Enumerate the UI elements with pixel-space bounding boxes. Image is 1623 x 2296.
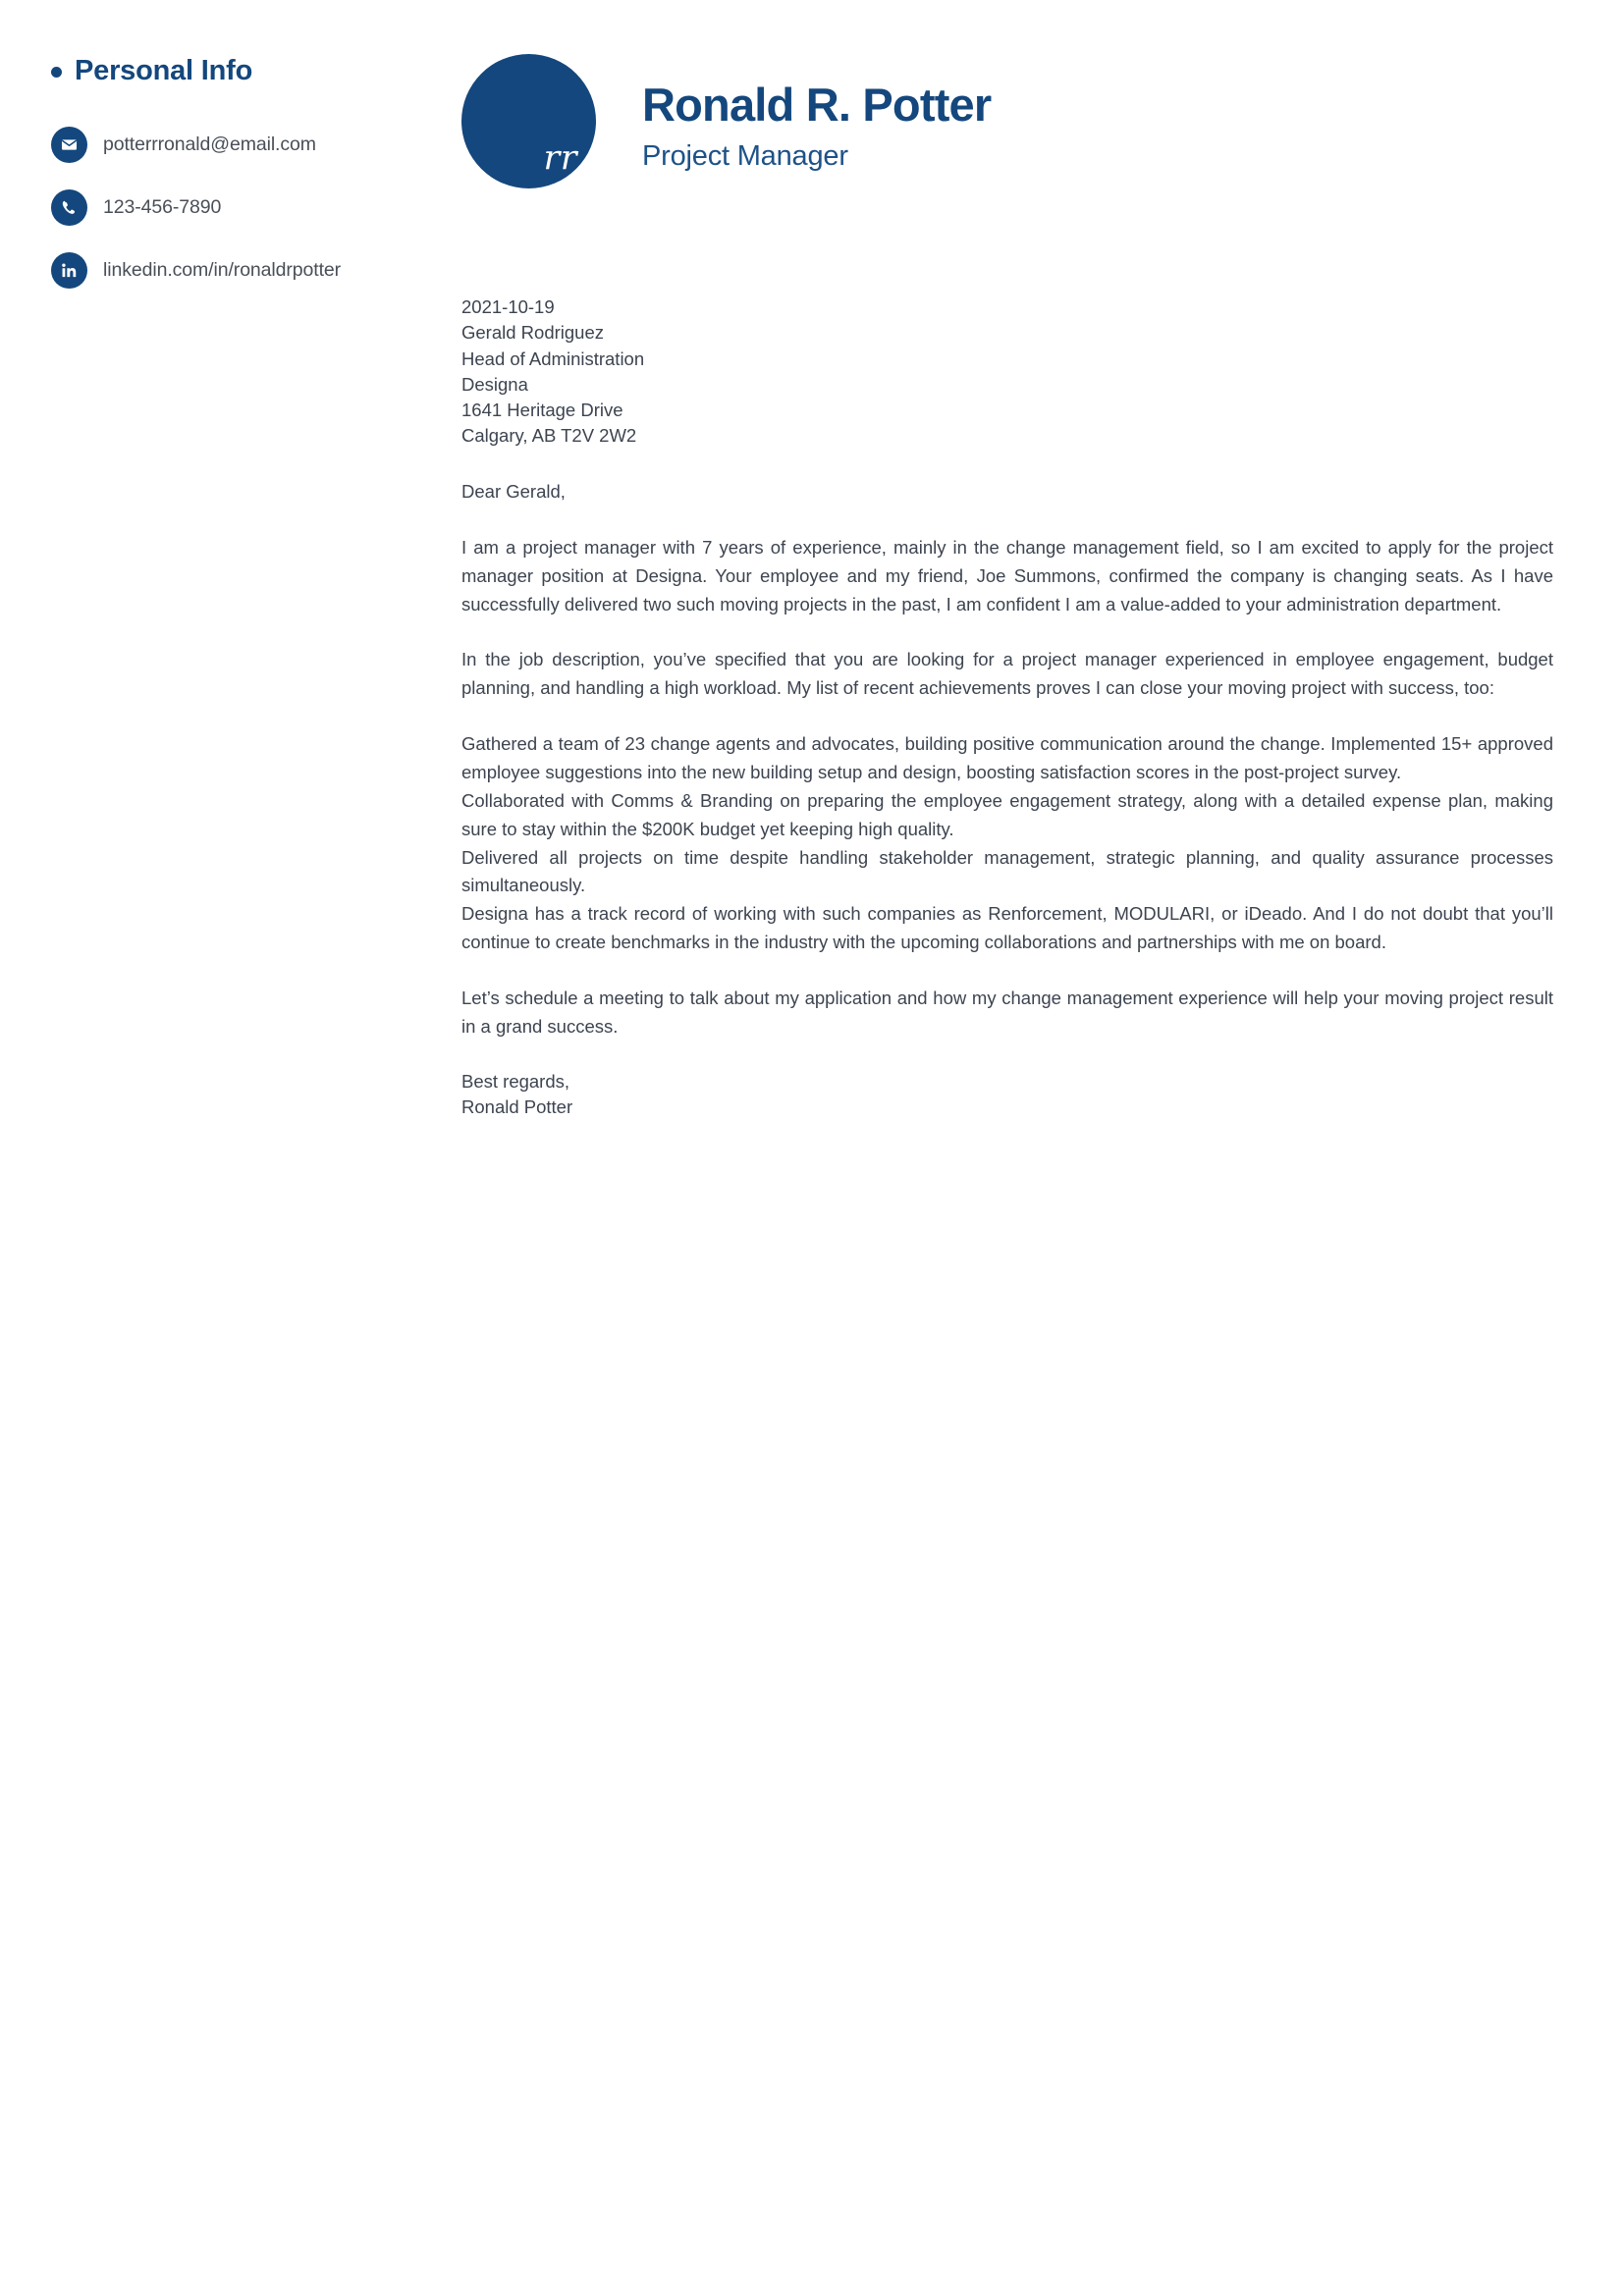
- envelope-icon: [51, 127, 87, 163]
- spacer: [461, 618, 1553, 646]
- spacer: [461, 505, 1553, 534]
- spacer: [461, 450, 1553, 479]
- paragraph-closing: Let’s schedule a meeting to talk about my application and how my change management experience will help your moving project result in a grand success.: [461, 988, 1553, 1037]
- recipient-name: Gerald Rodriguez: [461, 322, 604, 344]
- contact-label-linkedin: linkedin.com/in/ronaldrpotter: [103, 258, 342, 281]
- contact-item-phone[interactable]: [51, 189, 412, 226]
- letter-body: [461, 294, 1553, 1120]
- recipient-title: Head of Administration: [461, 347, 645, 369]
- address-block: [461, 294, 1553, 450]
- paragraph-intro: I am a project manager with 7 years of experience, mainly in the change management field, so I am excited to apply for the project manager position at Designa. Your employee and my friend, Joe Summons, confirmed the company is changing seats. As I have successfully delivered two such moving projects in the past, I am confident I am a value-added to your administration department.: [461, 536, 1553, 614]
- spacer: [461, 957, 1553, 985]
- contact-item-linkedin[interactable]: [51, 252, 412, 289]
- avatar: [461, 54, 596, 188]
- page-title: Ronald R. Potter: [642, 79, 992, 131]
- salutation: Dear Gerald,: [461, 480, 566, 502]
- signature-name: Ronald Potter: [461, 1096, 573, 1118]
- letter-date: 2021-10-19: [461, 296, 555, 317]
- linkedin-icon: [51, 252, 87, 289]
- signoff: Best regards,: [461, 1070, 570, 1092]
- spacer: [461, 703, 1553, 730]
- contact-label-phone: 123-456-7890: [103, 195, 222, 218]
- contact-label-email: potterrronald@email.com: [103, 133, 316, 155]
- phone-icon: [51, 189, 87, 226]
- sidebar: [0, 0, 452, 2296]
- achievements-list: [461, 730, 1553, 957]
- contact-list: [51, 127, 412, 289]
- recipient-company: Designa: [461, 373, 528, 395]
- recipient-street: 1641 Heritage Drive: [461, 400, 623, 421]
- sidebar-heading-label: Personal Info: [75, 55, 253, 86]
- identity-block: [642, 54, 991, 174]
- avatar-monogram: rr: [543, 138, 577, 178]
- bullet-dot-icon: [51, 67, 62, 78]
- job-title: Project Manager: [642, 139, 848, 172]
- achievement-item: Delivered all projects on time despite handling stakeholder management, strategic planning, and quality assurance processes simultaneously.: [461, 846, 1553, 896]
- achievement-item: Designa has a track record of working with such companies as Renforcement, MODULARI, or iDeado. And I do not doubt that you’ll continue to create benchmarks in the industry with the upcoming collaborations and partnerships with me on board.: [461, 903, 1553, 953]
- recipient-city: Calgary, AB T2V 2W2: [461, 425, 637, 447]
- paragraph-requirements: In the job description, you’ve specified that you are looking for a project manager experienced in employee engagement, budget planning, and handling a high workload. My list of recent achievements proves I can close your moving project with success, too:: [461, 649, 1553, 699]
- achievement-item: Collaborated with Comms & Branding on preparing the employee engagement strategy, along with a detailed expense plan, making sure to stay within the $200K budget yet keeping high quality.: [461, 789, 1553, 839]
- spacer: [461, 1041, 1553, 1069]
- letter-header: [461, 54, 991, 188]
- sidebar-heading: [51, 57, 412, 85]
- contact-item-email[interactable]: [51, 127, 412, 163]
- achievement-item: Gathered a team of 23 change agents and advocates, building positive communication around the change. Implemented 15+ approved employee suggestions into the new building setup and design, boosting satisfaction scores in the post-project survey.: [461, 733, 1553, 783]
